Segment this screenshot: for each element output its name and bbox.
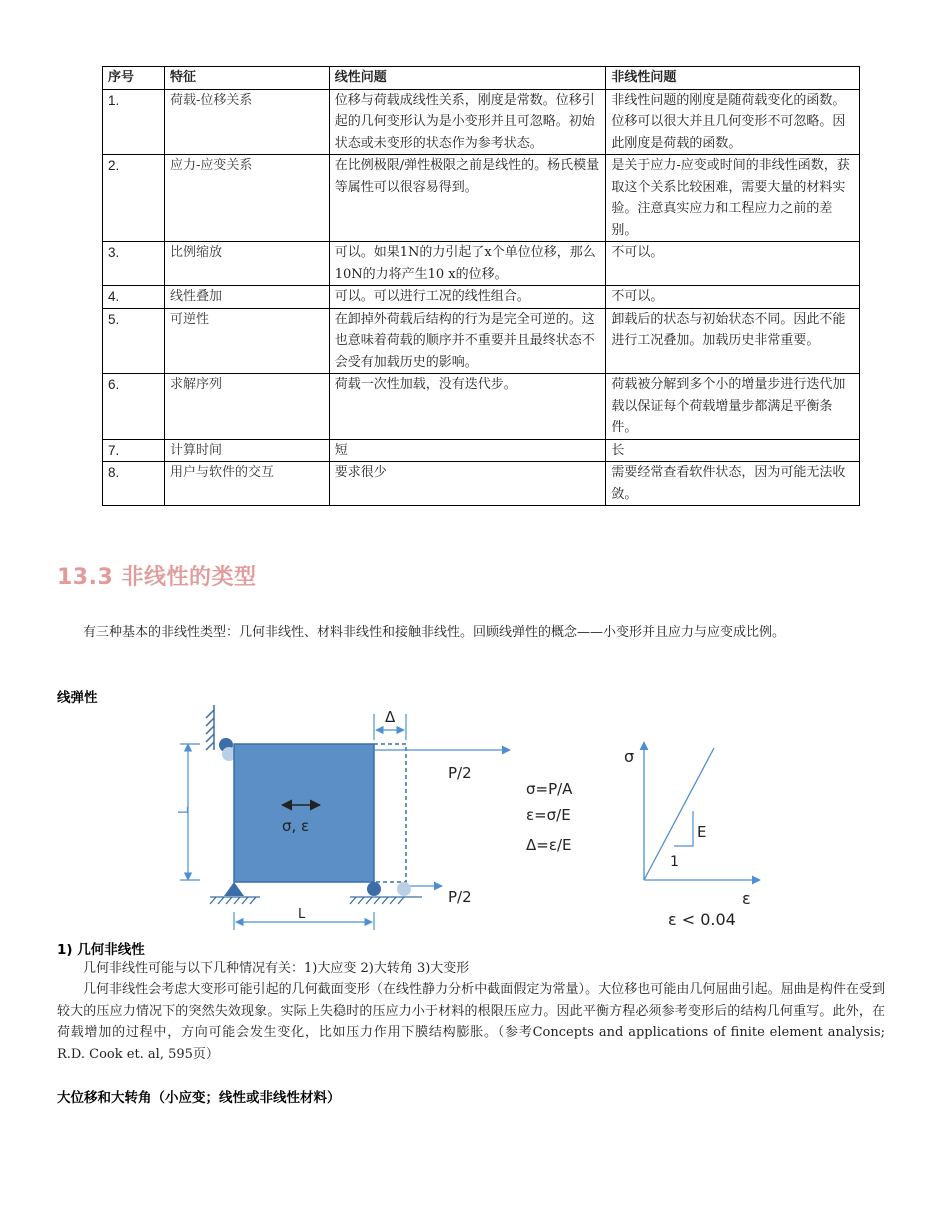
run-label: 1 — [670, 854, 679, 870]
header-linear: 线性问题 — [329, 67, 606, 90]
row-linear: 可以。可以进行工况的线性组合。 — [329, 286, 606, 309]
row-linear: 在比例极限/弹性极限之前是线性的。杨氏模量等属性可以很容易得到。 — [329, 155, 606, 242]
table-row — [103, 374, 860, 440]
header-index: 序号 — [103, 67, 165, 90]
slope-triangle — [674, 811, 693, 846]
row-feature: 可逆性 — [164, 308, 329, 374]
linear-elastic-figure — [170, 700, 770, 935]
row-number: 7. — [103, 439, 165, 462]
table-row — [103, 155, 860, 242]
row-feature: 求解序列 — [164, 374, 329, 440]
row-linear: 短 — [329, 439, 606, 462]
row-feature: 线性叠加 — [164, 286, 329, 309]
load-label-top: P/2 — [448, 764, 472, 782]
row-nonlinear: 是关于应力-应变或时间的非线性函数，获取这个关系比较困难，需要大量的材料实验。注意真实应力和工程应力之前的差别。 — [606, 155, 860, 242]
large-displacement-heading: 大位移和大转角（小应变；线性或非线性材料） — [57, 1090, 341, 1106]
table-header-row — [103, 67, 860, 90]
table-row — [103, 242, 860, 286]
table-row — [103, 286, 860, 309]
load-label-bottom: P/2 — [448, 888, 472, 906]
equation-delta: Δ=ε/E — [526, 836, 572, 854]
slope-label: E — [697, 823, 707, 841]
stress-label: σ, ε — [282, 817, 310, 835]
geometric-heading: 1) 几何非线性 — [57, 942, 145, 958]
row-number: 3. — [103, 242, 165, 286]
wall-support — [206, 705, 214, 750]
table-row — [103, 89, 860, 155]
section-title: 13.3 非线性的类型 — [57, 565, 257, 590]
deformed-outline — [374, 744, 406, 882]
table-row — [103, 462, 860, 506]
width-label: L — [298, 907, 306, 922]
row-number: 6. — [103, 374, 165, 440]
header-nonlinear: 非线性问题 — [606, 67, 860, 90]
row-number: 1. — [103, 89, 165, 155]
row-linear: 荷载一次性加载，没有迭代步。 — [329, 374, 606, 440]
row-feature: 比例缩放 — [164, 242, 329, 286]
row-number: 8. — [103, 462, 165, 506]
sigma-axis-label: σ — [624, 747, 635, 766]
row-linear: 在卸掉外荷载后结构的行为是完全可逆的。这也意味着荷载的顺序并不重要并且最终状态不会受有加载历史的影响。 — [329, 308, 606, 374]
row-nonlinear: 需要经常查看软件状态，因为可能无法收敛。 — [606, 462, 860, 506]
row-number: 2. — [103, 155, 165, 242]
equation-stress: σ=P/A — [526, 780, 573, 798]
header-feature: 特征 — [164, 67, 329, 90]
height-label: L — [177, 806, 192, 814]
delta-label: Δ — [385, 708, 396, 726]
row-number: 4. — [103, 286, 165, 309]
roller-bottom-ghost — [397, 882, 411, 896]
linear-elastic-heading: 线弹性 — [57, 690, 98, 706]
stress-strain-line — [644, 748, 714, 880]
row-feature: 用户与软件的交互 — [164, 462, 329, 506]
row-number: 5. — [103, 308, 165, 374]
row-linear: 要求很少 — [329, 462, 606, 506]
row-linear: 位移与荷载成线性关系，刚度是常数。位移引起的几何变形认为是小变形并且可忽略。初始状态或未变形的状态作为参考状态。 — [329, 89, 606, 155]
ground-hatch-left — [210, 897, 260, 904]
table-row — [103, 308, 860, 374]
roller-bottom — [367, 882, 381, 896]
row-nonlinear: 长 — [606, 439, 860, 462]
epsilon-axis-label: ε — [742, 889, 751, 908]
stress-strain-axes — [644, 742, 760, 880]
table-row — [103, 439, 860, 462]
row-feature: 荷载-位移关系 — [164, 89, 329, 155]
geometric-line1: 几何非线性可能与以下几种情况有关：1)大应变 2)大转角 3)大变形 — [83, 961, 470, 976]
row-linear: 可以。如果1N的力引起了x个单位位移，那么10N的力将产生10 x的位移。 — [329, 242, 606, 286]
row-nonlinear: 卸载后的状态与初始状态不同。因此不能进行工况叠加。加载历史非常重要。 — [606, 308, 860, 374]
row-feature: 应力-应变关系 — [164, 155, 329, 242]
geometric-paragraph: 几何非线性会考虑大变形可能引起的几何截面变形（在线性静力分析中截面假定为常量）。大位移也可能由几何屈曲引起。屈曲是构件在受到较大的压应力情况下的突然失效现象。实际上失稳时的压应力小于材料的根限压应力。因此平衡方程必须参考变形后的结构几何重写。此外，在荷载增加的过程中，方向可能会发生变化，比如压力作用下膜结构膨胀。（参考Concepts and applications of finite element analysis; R.D. Cook et. al, 595页） — [57, 982, 885, 1062]
equation-strain: ε=σ/E — [526, 806, 571, 824]
row-nonlinear: 不可以。 — [606, 286, 860, 309]
comparison-table — [102, 66, 860, 506]
intro-paragraph: 有三种基本的非线性类型：几何非线性、材料非线性和接触非线性。回顾线弹性的概念——小变形并且应力与应变成比例。 — [83, 625, 786, 640]
row-nonlinear: 非线性问题的刚度是随荷载变化的函数。位移可以很大并且几何变形不可忽略。因此刚度是荷载的函数。 — [606, 89, 860, 155]
row-feature: 计算时间 — [164, 439, 329, 462]
pin-support — [224, 882, 244, 896]
strain-limit-label: ε < 0.04 — [668, 910, 736, 929]
row-nonlinear: 荷载被分解到多个小的增量步进行迭代加载以保证每个荷载增量步都满足平衡条件。 — [606, 374, 860, 440]
elastic-block — [234, 744, 374, 882]
ground-hatch-right — [350, 897, 422, 904]
row-nonlinear: 不可以。 — [606, 242, 860, 286]
